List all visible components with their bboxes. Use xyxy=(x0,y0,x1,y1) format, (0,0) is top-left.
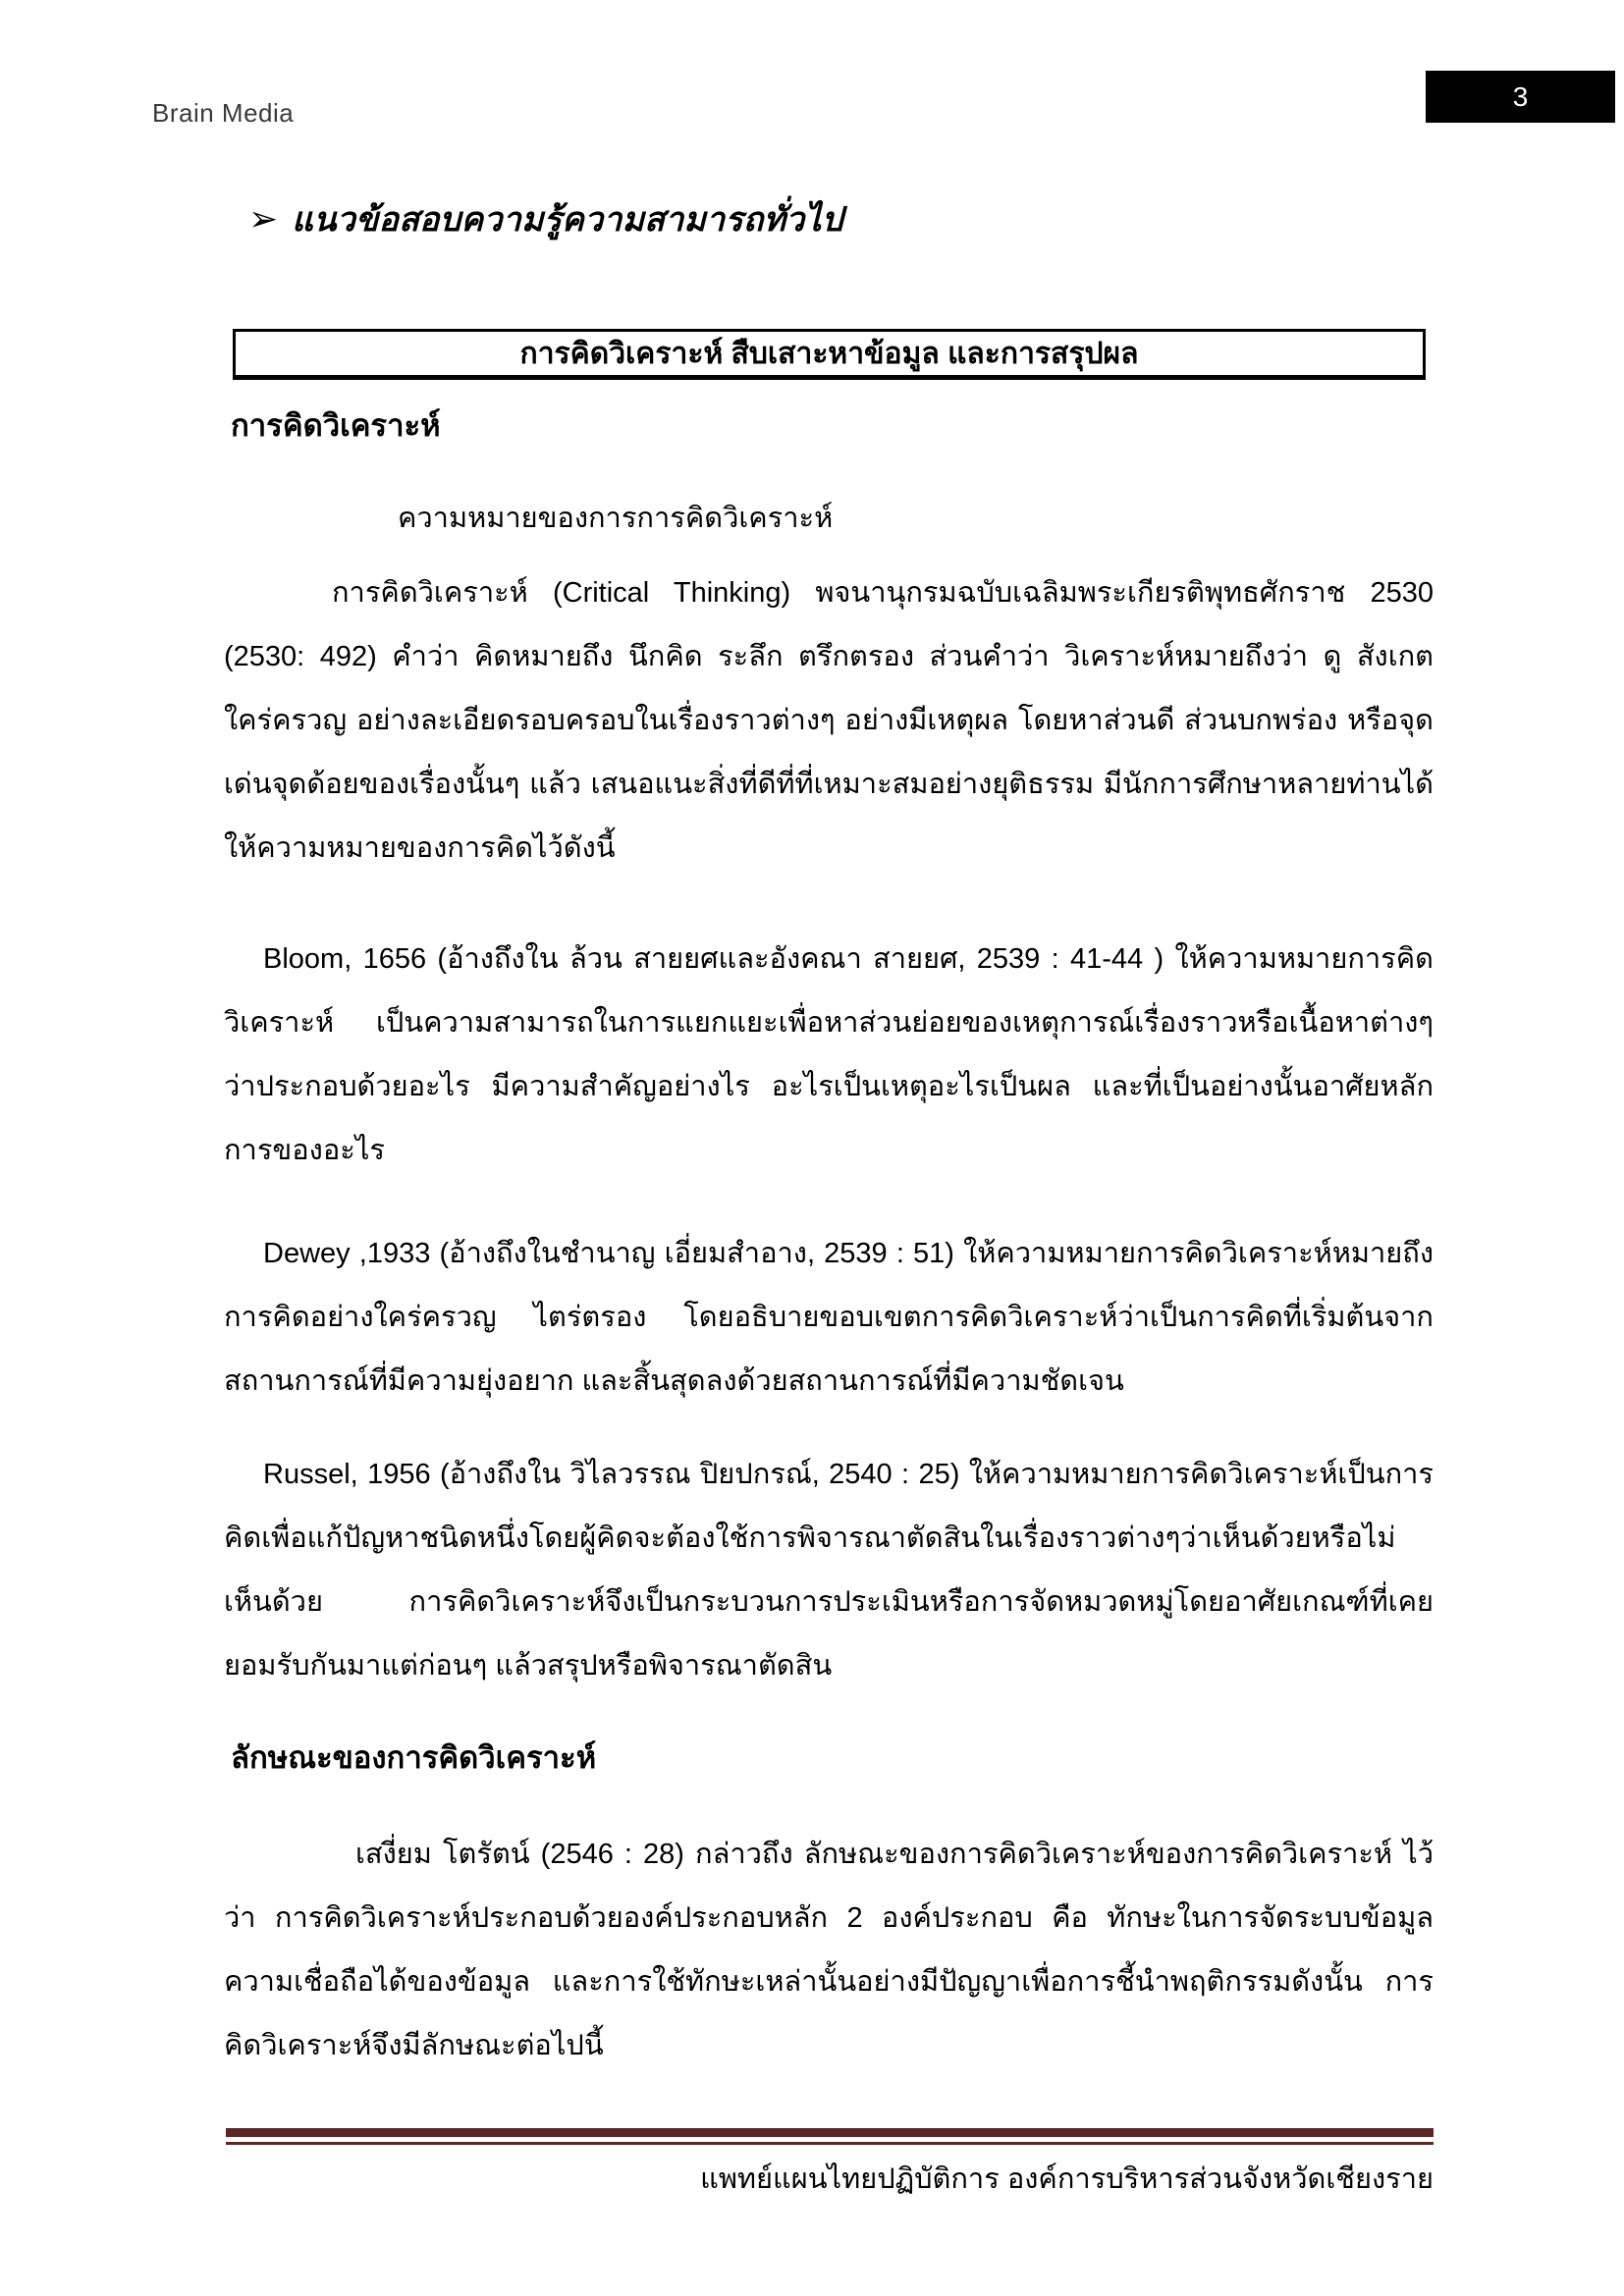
footer-rule-thin xyxy=(226,2142,1434,2145)
paragraph-definition: การคิดวิเคราะห์ (Critical Thinking) พจนานุกรมฉบับเฉลิมพระเกียรติพุทธศักราช 2530 (2530: 492) คำว่า คิดหมายถึง นึกคิด ระลึก ตรึกตรอง ส่วนคำว่า วิเคราะห์หมายถึงว่า ดู สังเกต ใคร่ครวญ อย่างละเอียดรอบครอบในเรื่องราวต่างๆ อย่างมีเหตุผล โดยหาส่วนดี ส่วนบกพร่อง หรือจุดเด่นจุดด้อยของเรื่องนั้นๆ แล้ว เสนอแนะสิ่งที่ดีที่ที่เหมาะสมอย่างยุติธรรม มีนักการศึกษาหลายท่านได้ให้ความหมายของการคิดไว้ดังนี้ xyxy=(224,577,1434,864)
arrow-right-icon: ➢ xyxy=(248,198,279,239)
page-number: 3 xyxy=(1512,80,1529,112)
subheading-meaning: ความหมายของการการคิดวิเคราะห์ xyxy=(398,503,834,534)
heading-critical-thinking: การคิดวิเคราะห์ xyxy=(231,408,441,443)
paragraph-sa-ngiam: เสงี่ยม โตรัตน์ (2546 : 28) กล่าวถึง ลักษณะของการคิดวิเคราะห์ของการคิดวิเคราะห์ ไว้ว่า การคิดวิเคราะห์ประกอบด้วยองค์ประกอบหลัก 2 องค์ประกอบ คือ ทักษะในการจัดระบบข้อมูล ความเชื่อถือได้ของข้อมูล และการใช้ทักษะเหล่านั้นอย่างมีปัญญาเพื่อการชี้นำพฤติกรรมดังนั้น การคิดวิเคราะห์จึงมีลักษณะต่อไปนี้ xyxy=(224,1839,1434,2061)
bullet-heading-text: แนวข้อสอบความรู้ความสามารถทั่วไป xyxy=(292,201,843,239)
paragraph-russel: Russel, 1956 (อ้างถึงใน วิไลวรรณ ปิยปกรณ์, 2540 : 25) ให้ความหมายการคิดวิเคราะห์เป็นการคิดเพื่อแก้ปัญหาชนิดหนึ่งโดยผู้คิดจะต้องใช้การพิจารณาตัดสินในเรื่องราวต่างๆว่าเห็นด้วยหรือไม่เห็นด้วย การคิดวิเคราะห์จึงเป็นกระบวนการประเมินหรือการจัดหมวดหมู่โดยอาศัยเกณฑ์ที่เคยยอมรับกันมาแต่ก่อนๆ แล้วสรุปหรือพิจารณาตัดสิน xyxy=(224,1459,1434,1682)
paragraph-bloom: Bloom, 1656 (อ้างถึงใน ล้วน สายยศและอังคณา สายยศ, 2539 : 41-44 ) ให้ความหมายการคิดวิเคราะห์ เป็นความสามารถในการแยกแยะเพื่อหาส่วนย่อยของเหตุการณ์เรื่องราวหรือเนื้อหาต่างๆ ว่าประกอบด้วยอะไร มีความสำคัญอย่างไร อะไรเป็นเหตุอะไรเป็นผล และที่เป็นอย่างนั้นอาศัยหลักการของอะไร xyxy=(224,943,1434,1166)
brand-text: Brain Media xyxy=(152,98,295,128)
section-title-box xyxy=(233,329,1426,380)
footer-rule-thick xyxy=(226,2128,1434,2137)
footer-text: แพทย์แผนไทยปฏิบัติการ องค์การบริหารส่วนจังหวัดเชียงราย xyxy=(700,2163,1434,2195)
heading-characteristics: ลักษณะของการคิดวิเคราะห์ xyxy=(231,1740,597,1775)
section-title-text: การคิดวิเคราะห์ สืบเสาะหาข้อมูล และการสรุปผล xyxy=(519,337,1139,370)
paragraph-dewey: Dewey ,1933 (อ้างถึงในชำนาญ เอี่ยมสำอาง, 2539 : 51) ให้ความหมายการคิดวิเคราะห์หมายถึง การคิดอย่างใคร่ครวญ ไตร่ตรอง โดยอธิบายขอบเขตการคิดวิเคราะห์ว่าเป็นการคิดที่เริ่มต้นจากสถานการณ์ที่มีความยุ่งอยาก และสิ้นสุดลงด้วยสถานการณ์ที่มีความชัดเจน xyxy=(224,1238,1434,1397)
page-number-badge xyxy=(1426,71,1615,123)
bullet-heading xyxy=(248,192,843,245)
